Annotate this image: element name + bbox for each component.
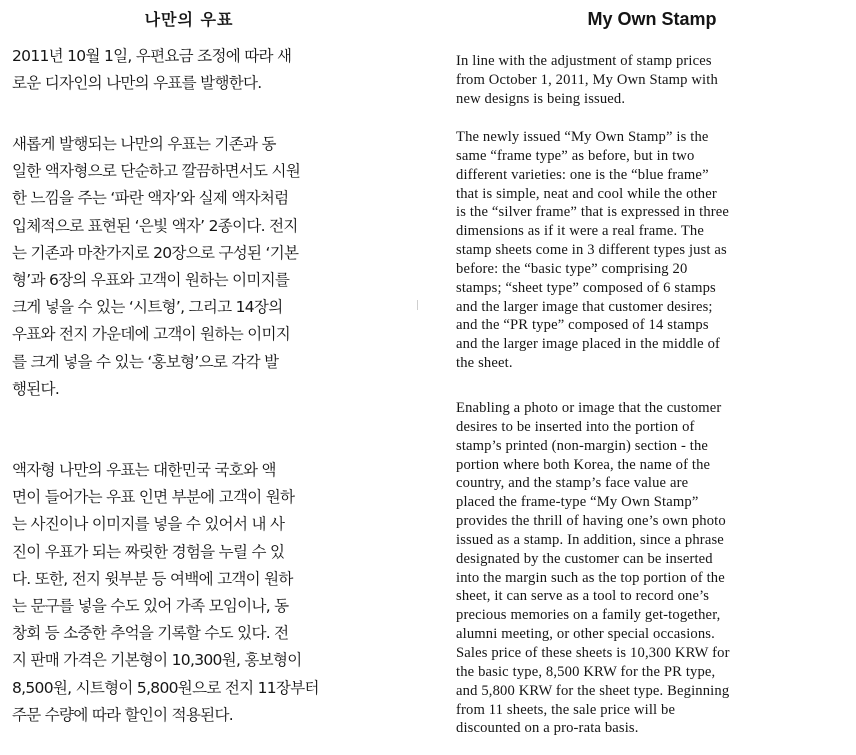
text-line: 한 느낌을 주는 ‘파란 액자’와 실제 액자처럼 bbox=[12, 189, 289, 208]
text-line: precious memories on a family get-together, bbox=[456, 607, 721, 624]
text-line: 크게 넣을 수 있는 ‘시트형’, 그리고 14장의 bbox=[12, 298, 283, 317]
text-line: before: the “basic type” comprising 20 bbox=[456, 260, 688, 277]
text-line: country, and the stamp’s face value are bbox=[456, 475, 689, 492]
text-line: the sheet. bbox=[456, 355, 513, 372]
text-line: different varieties: one is the “blue frame” bbox=[456, 166, 709, 183]
text-line: placed the frame-type “My Own Stamp” bbox=[456, 494, 699, 511]
text-line: 액자형 나만의 우표는 대한민국 국호와 액 bbox=[12, 461, 276, 479]
text-line: same “frame type” as before, but in two bbox=[456, 147, 695, 164]
text-line: 형’과 6장의 우표와 고객이 원하는 이미지를 bbox=[12, 271, 290, 290]
korean-paragraph-2 bbox=[12, 131, 366, 403]
korean-paragraph-1 bbox=[12, 43, 366, 97]
text-line: 창회 등 소중한 추억을 기록할 수도 있다. 전 bbox=[12, 624, 289, 643]
text-line: portion where both Korea, the name of the bbox=[456, 456, 711, 473]
text-line: and the larger image placed in the middle of bbox=[456, 336, 721, 353]
text-line: issued as a stamp. In addition, since a phrase bbox=[456, 531, 724, 548]
text-line: desires to be inserted into the portion of bbox=[456, 418, 695, 435]
text-line: 진이 우표가 되는 짜릿한 경험을 누릴 수 있 bbox=[12, 542, 285, 561]
korean-title: 나만의 우표 bbox=[144, 10, 234, 29]
text-line: The newly issued “My Own Stamp” is the bbox=[456, 129, 709, 145]
text-line: 새롭게 발행되는 나만의 우표는 기존과 동 bbox=[12, 135, 276, 153]
text-line: and 5,800 KRW for the sheet type. Beginning bbox=[456, 682, 730, 699]
text-line: discounted on a pro-rata basis. bbox=[456, 720, 639, 737]
text-line: 로운 디자인의 나만의 우표를 발행한다. bbox=[12, 74, 262, 93]
text-line: stamp’s printed (non-margin) section - the bbox=[456, 437, 709, 454]
text-line: 일한 액자형으로 단순하고 깔끔하면서도 시원 bbox=[12, 162, 301, 181]
text-line: is the “silver frame” that is expressed in three bbox=[456, 204, 730, 221]
english-title: My Own Stamp bbox=[587, 9, 717, 29]
english-paragraph-2 bbox=[456, 128, 848, 373]
text-line: stamps; “sheet type” composed of 6 stamps bbox=[456, 279, 716, 296]
text-line: 2011년 10월 1일, 우편요금 조정에 따라 새 bbox=[12, 47, 292, 65]
text-line: 입체적으로 표현된 ‘은빛 액자’ 2종이다. 전지 bbox=[12, 216, 298, 235]
english-paragraph-3 bbox=[456, 399, 848, 738]
text-line: from 11 sheets, the sale price will be bbox=[456, 701, 676, 718]
english-paragraph-1 bbox=[456, 52, 848, 109]
text-line: that is simple, neat and cool while the other bbox=[456, 185, 717, 202]
text-line: 는 기존과 마찬가지로 20장으로 구성된 ‘기본 bbox=[12, 243, 299, 262]
text-line: 행된다. bbox=[12, 379, 60, 398]
text-line: 지 판매 가격은 기본형이 10,300원, 홍보형이 bbox=[12, 651, 302, 670]
korean-paragraph-3 bbox=[12, 457, 366, 729]
text-line: 를 크게 넣을 수 있는 ‘홍보형’으로 각각 발 bbox=[12, 352, 279, 371]
text-line: from October 1, 2011, My Own Stamp with bbox=[456, 71, 718, 88]
text-line: 우표와 전지 가운데에 고객이 원하는 이미지 bbox=[12, 325, 291, 344]
text-line: 다. 또한, 전지 윗부분 등 여백에 고객이 원하 bbox=[12, 569, 293, 588]
text-line: 면이 들어가는 우표 인면 부분에 고객이 원하 bbox=[12, 488, 295, 507]
column-gutter-mark bbox=[417, 300, 418, 310]
text-line: provides the thrill of having one’s own photo bbox=[456, 513, 726, 530]
text-line: dimensions as if it were a real frame. The bbox=[456, 223, 704, 240]
text-line: Sales price of these sheets is 10,300 KRW for bbox=[456, 644, 730, 661]
text-line: sheet, it can serve as a tool to record one’s bbox=[456, 588, 710, 605]
text-line: 주문 수량에 따라 할인이 적용된다. bbox=[12, 705, 233, 724]
text-line: alumni meeting, or other special occasions. bbox=[456, 626, 715, 643]
text-line: stamp sheets come in 3 different types just as bbox=[456, 242, 727, 259]
text-line: 는 사진이나 이미지를 넣을 수 있어서 내 사 bbox=[12, 515, 285, 534]
text-line: the basic type, 8,500 KRW for the PR type, bbox=[456, 663, 716, 680]
text-line: 는 문구를 넣을 수도 있어 가족 모임이나, 동 bbox=[12, 597, 289, 616]
text-line: into the margin such as the top portion of the bbox=[456, 569, 725, 586]
text-line: designated by the customer can be inserted bbox=[456, 550, 713, 567]
text-line: and the larger image that customer desires; bbox=[456, 298, 713, 315]
text-line: In line with the adjustment of stamp prices bbox=[456, 53, 712, 69]
text-line: Enabling a photo or image that the customer bbox=[456, 400, 722, 416]
text-line: 8,500원, 시트형이 5,800원으로 전지 11장부터 bbox=[12, 678, 319, 697]
text-line: and the “PR type” composed of 14 stamps bbox=[456, 317, 709, 334]
text-line: new designs is being issued. bbox=[456, 90, 626, 107]
